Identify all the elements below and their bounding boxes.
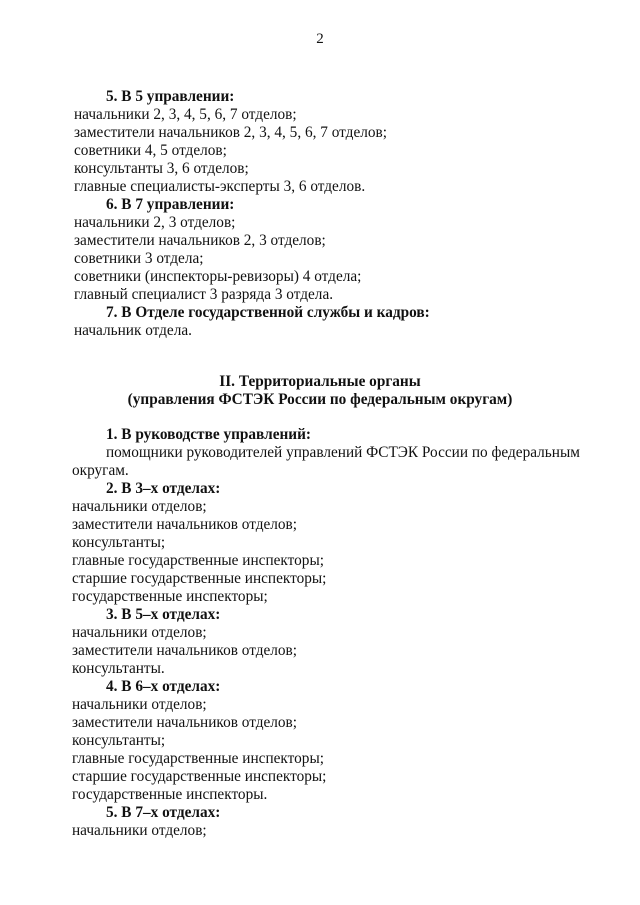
list-item: консультанты; (72, 732, 166, 749)
list-item: заместители начальников отделов; (72, 642, 298, 659)
list-item: главные специалисты-эксперты 3, 6 отделов. (74, 178, 366, 195)
list-item: начальники отделов; (72, 822, 207, 839)
list-item: государственные инспекторы; (72, 588, 268, 605)
section-heading: 2. В 3–х отделах: (106, 480, 221, 497)
chapter-subtitle: (управления ФСТЭК России по федеральным округам) (127, 391, 513, 408)
list-item: советники 3 отдела; (74, 250, 204, 267)
section-heading: 5. В 7–х отделах: (106, 804, 221, 821)
section-heading: 6. В 7 управлении: (106, 196, 235, 213)
section-heading: 4. В 6–х отделах: (106, 678, 221, 695)
list-item: заместители начальников 2, 3, 4, 5, 6, 7 отделов; (74, 124, 387, 141)
paragraph-line: помощники руководителей управлений ФСТЭК России по федеральным (106, 444, 580, 461)
list-item: главные государственные инспекторы; (72, 750, 324, 767)
section-heading: 1. В руководстве управлений: (106, 426, 312, 443)
section-heading: 7. В Отделе государственной службы и кадров: (106, 304, 430, 321)
list-item: начальники отделов; (72, 624, 207, 641)
list-item: консультанты 3, 6 отделов; (74, 160, 249, 177)
list-item: заместители начальников 2, 3 отделов; (74, 232, 326, 249)
list-item: начальники отделов; (72, 696, 207, 713)
list-item: главные государственные инспекторы; (72, 552, 324, 569)
list-item: советники 4, 5 отделов; (74, 142, 227, 159)
list-item: главный специалист 3 разряда 3 отдела. (74, 286, 334, 303)
paragraph-line: округам. (72, 462, 129, 479)
list-item: заместители начальников отделов; (72, 516, 298, 533)
list-item: начальники 2, 3 отделов; (74, 214, 236, 231)
list-item: начальники 2, 3, 4, 5, 6, 7 отделов; (74, 106, 297, 123)
list-item: старшие государственные инспекторы; (72, 570, 327, 587)
list-item: консультанты; (72, 534, 166, 551)
list-item: начальники отделов; (72, 498, 207, 515)
list-item: старшие государственные инспекторы; (72, 768, 327, 785)
chapter-title: II. Территориальные органы (219, 373, 421, 390)
list-item: начальник отдела. (74, 322, 192, 339)
page-number: 2 (316, 31, 324, 47)
list-item: консультанты. (72, 660, 165, 677)
list-item: государственные инспекторы. (72, 786, 268, 803)
list-item: советники (инспекторы-ревизоры) 4 отдела; (74, 268, 362, 285)
section-heading: 3. В 5–х отделах: (106, 606, 221, 623)
section-heading: 5. В 5 управлении: (106, 88, 235, 105)
list-item: заместители начальников отделов; (72, 714, 298, 731)
